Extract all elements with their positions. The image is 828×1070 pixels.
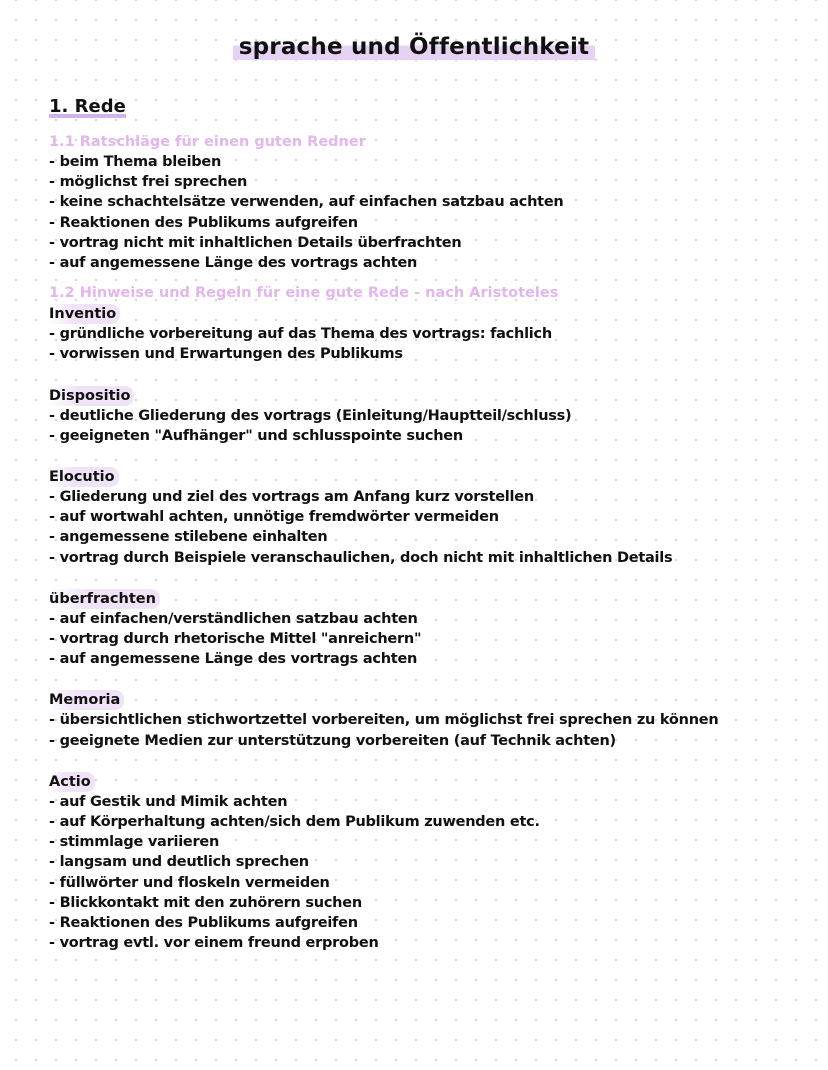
page-title: sprache und Öffentlichkeit [233, 30, 596, 64]
list-item: - beim Thema bleiben [49, 154, 222, 170]
list-item: - auf Gestik und Mimik achten [49, 793, 288, 810]
list-item: - auf Körperhaltung achten/sich dem Publikum zuwenden etc. [49, 814, 540, 831]
group-label: Inventio [49, 304, 120, 324]
subheading-ratschlaege: 1.1 Ratschläge für einen guten Redner [49, 134, 366, 150]
group-label: Elocutio [49, 467, 119, 487]
list-item: - keine schachtelsätze verwenden, auf einfachen satzbau achten [49, 194, 564, 211]
group-label: überfrachten [49, 589, 160, 609]
list-item: - vorwissen und Erwartungen des Publikums [49, 346, 403, 363]
group-ueberfrachten [49, 588, 809, 670]
group-label: Dispositio [49, 386, 134, 406]
list-item: - Reaktionen des Publikums aufgreifen [49, 214, 358, 231]
list-item: - auf wortwahl achten, unnötige fremdwörter vermeiden [49, 509, 499, 526]
list-item: - gründliche vorbereitung auf das Thema des vortrags: fachlich [49, 326, 552, 343]
list-item: - vortrag durch rhetorische Mittel "anreichern" [49, 631, 422, 648]
group-elocutio [49, 466, 809, 568]
list-item: - geeigneten "Aufhänger" und schlusspointe suchen [49, 427, 463, 444]
group-inventio [49, 303, 809, 364]
list-item: - langsam und deutlich sprechen [49, 854, 309, 871]
spacer [49, 669, 809, 689]
spacer [49, 568, 809, 588]
list-item: - stimmlage variieren [49, 834, 220, 851]
list-item: - auf einfachen/verständlichen satzbau achten [49, 610, 418, 627]
group-label: Memoria [49, 690, 124, 710]
list-item: - möglichst frei sprechen [49, 174, 248, 191]
group-list [49, 487, 809, 568]
spacer [49, 446, 809, 466]
group-memoria [49, 689, 809, 750]
list-item: - angemessene stilebene einhalten [49, 529, 328, 546]
section-heading-rede: 1. Rede [49, 96, 126, 117]
list-item: - Reaktionen des Publikums aufgreifen [49, 915, 358, 932]
group-list [49, 406, 809, 446]
list-item: - vortrag nicht mit inhaltlichen Details überfrachten [49, 234, 462, 251]
group-actio [49, 771, 809, 954]
list-item: - auf angemessene Länge des vortrags achten [49, 651, 418, 668]
list-item: - auf angemessene Länge des vortrags achten [49, 255, 418, 272]
list-item: - deutliche Gliederung des vortrags (Einleitung/Hauptteil/schluss) [49, 407, 572, 424]
ratschlaege-list [49, 152, 809, 273]
group-list [49, 710, 809, 750]
group-dispositio [49, 385, 809, 446]
list-item: - Blickkontakt mit den zuhörern suchen [49, 894, 362, 911]
spacer [49, 751, 809, 771]
list-item: - vortrag evtl. vor einem freund erproben [49, 935, 379, 952]
subheading-aristoteles: 1.2 Hinweise und Regeln für eine gute Rede - nach Aristoteles [49, 285, 559, 302]
list-item: - vortrag durch Beispiele veranschaulichen, doch nicht mit inhaltlichen Details [49, 549, 673, 566]
list-item: - Gliederung und ziel des vortrags am Anfang kurz vorstellen [49, 489, 534, 506]
notes-page [49, 30, 809, 953]
spacer [49, 365, 809, 385]
list-item: - füllwörter und floskeln vermeiden [49, 874, 330, 891]
group-label: Actio [49, 772, 95, 792]
group-list [49, 609, 809, 670]
group-list [49, 324, 809, 364]
title-wrapper [49, 30, 779, 64]
group-list [49, 792, 809, 954]
list-item: - geeignete Medien zur unterstützung vorbereiten (auf Technik achten) [49, 732, 616, 749]
list-item: - übersichtlichen stichwortzettel vorbereiten, um möglichst frei sprechen zu können [49, 712, 719, 729]
